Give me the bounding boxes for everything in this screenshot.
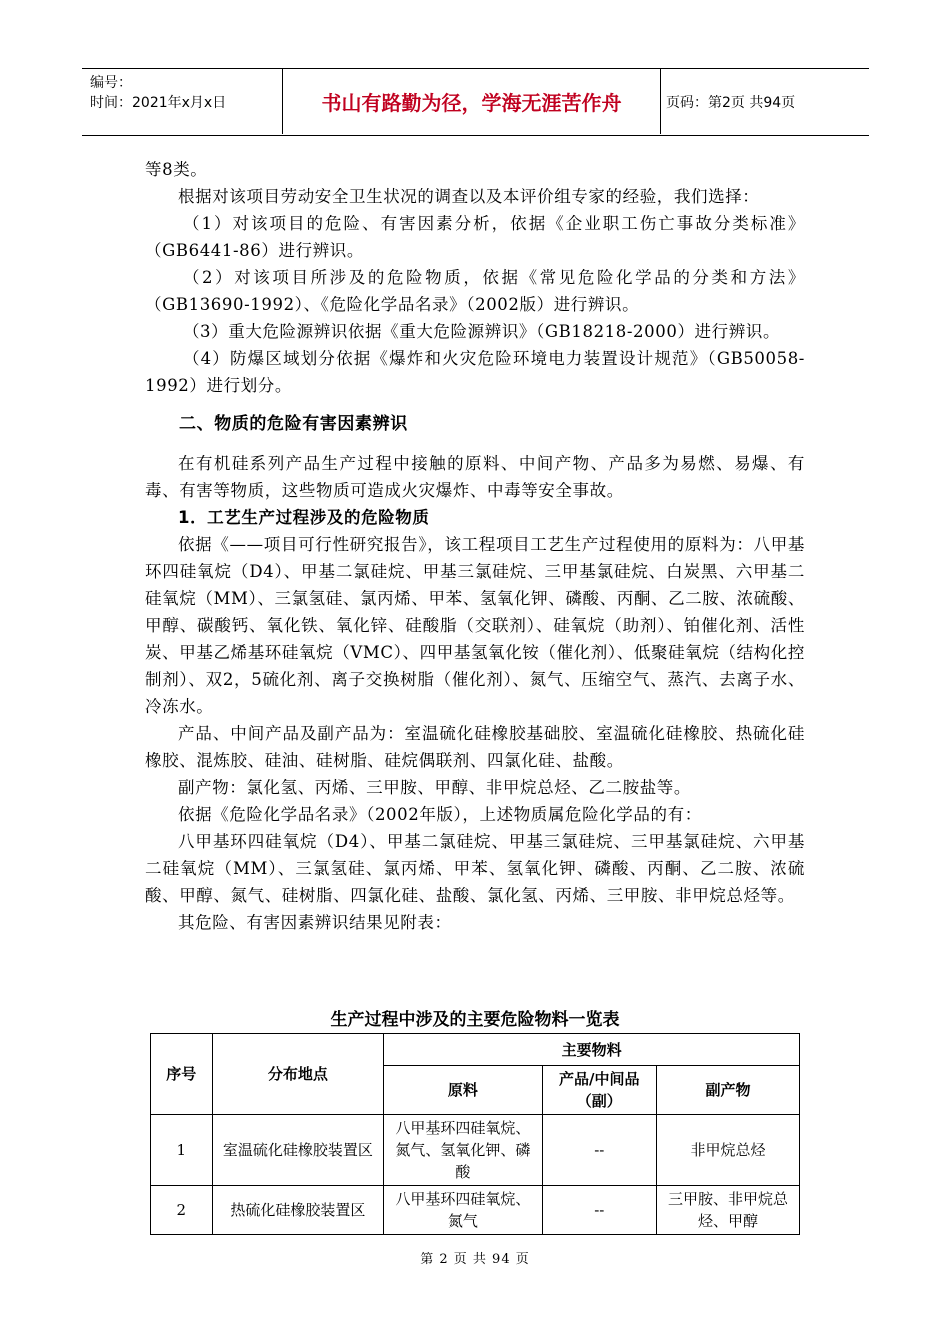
section-heading: 二、物质的危险有害因素辨识 xyxy=(179,414,408,434)
list-item: （3）重大危险源辨识依据《重大危险源辨识》（GB18218-2000）进行辨识。 xyxy=(182,322,781,341)
paragraph: 产品、中间产品及副产品为：室温硫化硅橡胶基础胶、室温硫化硅橡胶、热硫化硅橡胶、混炼胶、硅油、硅树脂、硅烷偶联剂、四氯化硅、盐酸。 xyxy=(145,724,805,770)
materials-table xyxy=(150,1033,800,1235)
doc-time: 时间：2021年x月x日 xyxy=(90,95,227,111)
cell-product: -- xyxy=(542,1186,656,1235)
paragraph: 八甲基环四硅氧烷（D4）、甲基二氯硅烷、甲基三氯硅烷、三甲基氯硅烷、六甲基二硅氧烷（MM）、三氯氢硅、氯丙烯、甲苯、氢氧化钾、磷酸、丙酮、乙二胺、浓硫酸、甲醇、氮气、硅树脂、四氯化硅、盐酸、氯化氢、丙烯、三甲胺、非甲烷总烃等。 xyxy=(145,832,805,905)
cell-product: -- xyxy=(542,1115,656,1186)
table-title: 生产过程中涉及的主要危险物料一览表 xyxy=(330,1010,620,1030)
header-page-code: 页码：第2页 共94页 xyxy=(666,94,796,111)
paragraph: 依据《——项目可行性研究报告》，该工程项目工艺生产过程使用的原料为：八甲基环四硅氧烷（D4）、甲基二氯硅烷、甲基三氯硅烷、三甲基氯硅烷、白炭黑、六甲基二硅氧烷（MM）、三氯氢硅、氯丙烯、甲苯、氢氧化钾、磷酸、丙酮、乙二胺、浓硫酸、甲醇、碳酸钙、氧化铁、氧化锌、硅酸脂（交联剂）、硅氧烷（助剂）、铂催化剂、活性炭、甲基乙烯基环硅氧烷（VMC）、四甲基氢氧化铵（催化剂）、低聚硅氧烷（结构化控制剂）、双2，5硫化剂、离子交换树脂（催化剂）、氮气、压缩空气、蒸汽、去离子水、冷冻水。 xyxy=(145,535,805,716)
cell-location: 热硫化硅橡胶装置区 xyxy=(212,1186,384,1235)
cell-location: 室温硫化硅橡胶装置区 xyxy=(212,1115,384,1186)
list-item: （4）防爆区域划分依据《爆炸和火灾危险环境电力装置设计规范》（GB50058-1992）进行划分。 xyxy=(145,349,805,395)
subsection-heading: 1．工艺生产过程涉及的危险物质 xyxy=(178,508,430,527)
col-header-location: 分布地点 xyxy=(212,1034,384,1115)
cell-raw: 八甲基环四硅氧烷、氮气 xyxy=(384,1186,542,1235)
list-item: （1）对该项目的危险、有害因素分析，依据《企业职工伤亡事故分类标准》（GB6441-86）进行辨识。 xyxy=(145,214,805,260)
cell-byproduct: 三甲胺、非甲烷总烃、甲醇 xyxy=(656,1186,799,1235)
header-motto: 书山有路勤为径，学海无涯苦作舟 xyxy=(283,69,661,134)
document-body xyxy=(145,156,805,936)
paragraph: 根据对该项目劳动安全卫生状况的调查以及本评价组专家的经验，我们选择： xyxy=(178,187,760,206)
paragraph: 在有机硅系列产品生产过程中接触的原料、中间产物、产品多为易燃、易爆、有毒、有害等物质，这些物质可造成火灾爆炸、中毒等安全事故。 xyxy=(145,454,805,500)
table-row xyxy=(151,1115,800,1186)
col-header-main-materials: 主要物料 xyxy=(384,1034,800,1066)
paragraph: 其危险、有害因素辨识结果见附表： xyxy=(178,913,452,932)
header-meta xyxy=(82,69,283,134)
cell-byproduct: 非甲烷总烃 xyxy=(656,1115,799,1186)
col-header-raw: 原料 xyxy=(384,1066,542,1115)
cell-no: 2 xyxy=(151,1186,213,1235)
paragraph: 依据《危险化学品名录》（2002年版），上述物质属危险化学品的有： xyxy=(178,805,702,824)
cell-raw: 八甲基环四硅氧烷、氮气、氢氧化钾、磷酸 xyxy=(384,1115,542,1186)
paragraph: 副产物：氯化氢、丙烯、三甲胺、甲醇、非甲烷总烃、乙二胺盐等。 xyxy=(178,778,691,797)
col-header-no: 序号 xyxy=(151,1034,213,1115)
page-footer: 第 2 页 共 94 页 xyxy=(420,1252,530,1267)
col-header-product: 产品/中间品（副） xyxy=(542,1066,656,1115)
table-row xyxy=(151,1186,800,1235)
paragraph: 等8类。 xyxy=(145,160,208,179)
table-header-row xyxy=(151,1034,800,1066)
doc-number: 编号： xyxy=(90,75,132,91)
page-header xyxy=(82,68,869,136)
col-header-byproduct: 副产物 xyxy=(656,1066,799,1115)
cell-no: 1 xyxy=(151,1115,213,1186)
list-item: （2）对该项目所涉及的危险物质，依据《常见危险化学品的分类和方法》（GB13690-1992）、《危险化学品名录》（2002版）进行辨识。 xyxy=(145,268,805,314)
